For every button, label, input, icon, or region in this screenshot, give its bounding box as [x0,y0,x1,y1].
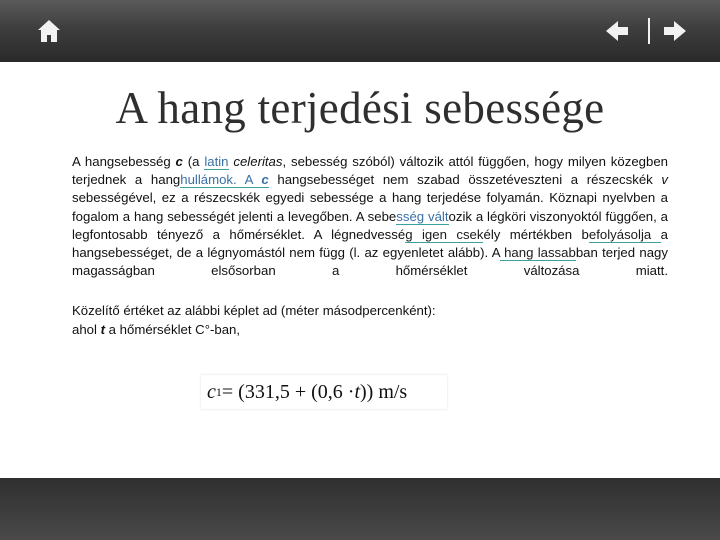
formula-intro: Közelítő értéket az alábbi képlet ad (méter másodpercenként): ahol t a hőmérséklet C°-ban, [72,303,436,337]
link-befolyasolja[interactable]: efolyásolja [588,226,661,242]
link-igen-csekely[interactable]: g igen csek [405,226,484,242]
link-latin[interactable]: latin [204,154,229,169]
main-paragraph: A hangsebesség c (a latin celeritas, sebesség szóból) változik attól függően, hogy milyen közegben terjednek a hanghullámok. A c hangsebességet nem szabad összetéveszteni a részecskék v sebességével, ez a részecskék egyedi sebessége a hang terjedése folyamán. Köznapi nyelvben a fogalom a hang sebességét jelenti a levegőben. A sebesség változik a légköri viszonyoktól függően, a legfontosabb tényező a hőmérséklet. A légnedvesség igen csekély mértékben befolyásolja a hangsebességet, de a légnyomástól nem függ (l. az egyenletet alább). A hang lassabban terjed nagy magasságban elsősorban a hőmérséklet változása miatt. [72,154,669,279]
slide-title: A hang terjedési sebessége [115,83,605,133]
slide-body [72,153,668,339]
prev-arrow-icon[interactable] [604,18,630,44]
separator-icon [646,18,652,44]
link-hang-lassabban[interactable]: hang lassab [499,245,576,261]
link-sebesseg-valtozik[interactable]: sség vált [396,208,449,224]
home-icon[interactable] [34,16,64,46]
next-arrow-icon[interactable] [662,18,688,44]
top-toolbar [0,0,720,62]
bottom-bar [0,478,720,540]
speed-of-sound-formula: c 1 = (331,5 + (0,6 · t )) m/s [201,375,447,409]
link-hanghullamok[interactable]: hullámok. A c [180,172,269,188]
